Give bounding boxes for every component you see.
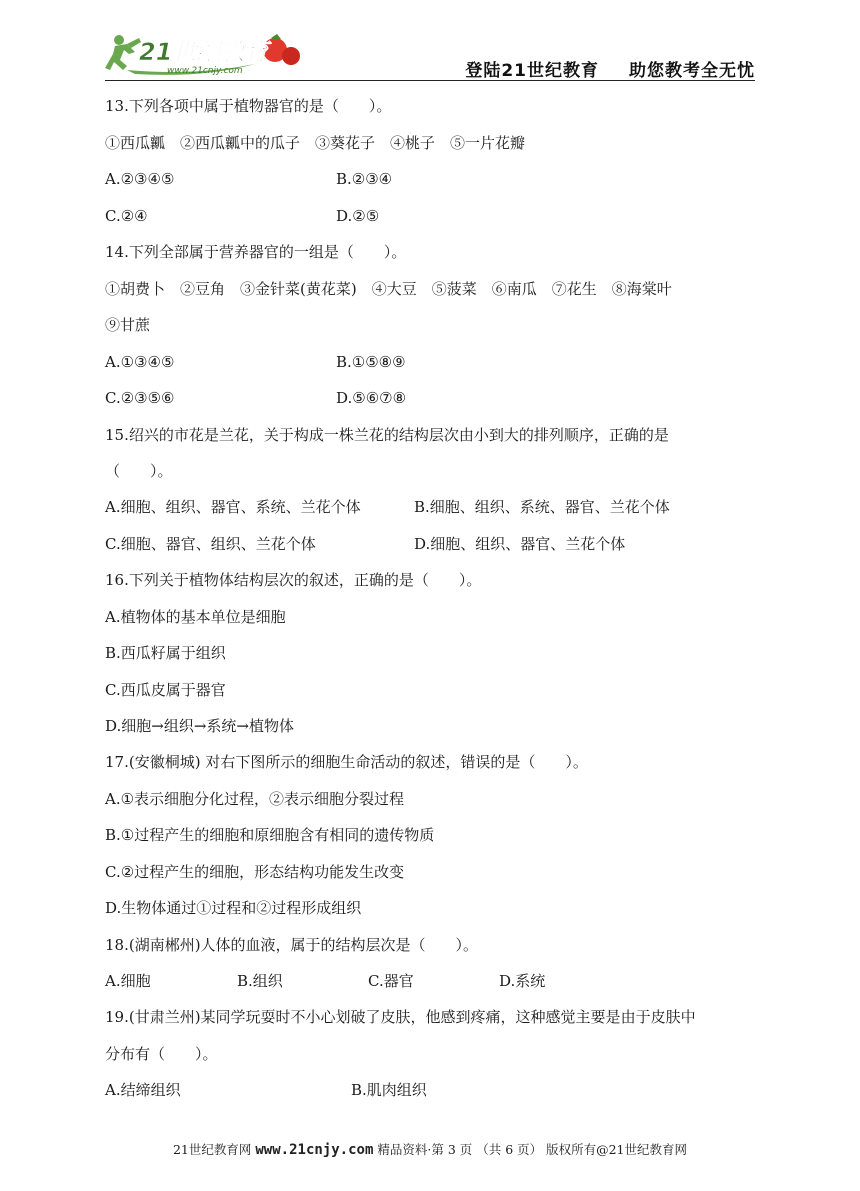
footer-site-name: 21世纪教育网: [172, 1142, 252, 1157]
q14-option-b: B.①⑤⑧⑨: [336, 353, 406, 371]
q15-option-d: D.细胞、组织、器官、兰花个体: [414, 535, 626, 553]
q13-option-d: D.②⑤: [336, 207, 380, 225]
slogan-login: 登陆21世纪教育: [465, 61, 599, 81]
q15-stem-line2: （ ）。: [105, 462, 173, 480]
running-figure-icon: [105, 35, 141, 70]
q18-stem: 18.(湖南郴州)人体的血液，属于的结构层次是（ ）。: [105, 936, 479, 954]
q18-option-b: B.组织: [237, 972, 283, 990]
q13-stem: 13.下列各项中属于植物器官的是（ ）。: [105, 97, 392, 115]
q17-option-d: D.生物体通过①过程和②过程形成组织: [105, 899, 362, 917]
q19-stem-line2: 分布有（ ）。: [105, 1045, 218, 1063]
q16-option-c: C.西瓜皮属于器官: [105, 681, 226, 699]
q13-option-c: C.②④: [105, 207, 148, 225]
q19-option-a: A.结缔组织: [105, 1081, 181, 1099]
q13-option-b: B.②③④: [336, 170, 393, 188]
q13-items: ①西瓜瓤 ②西瓜瓤中的瓜子 ③葵花子 ④桃子 ⑤一片花瓣: [105, 134, 526, 152]
q19-stem-line1: 19.(甘肃兰州)某同学玩耍时不小心划破了皮肤，他感到疼痛，这种感觉主要是由于皮肤中: [105, 1008, 696, 1026]
q17-option-c: C.②过程产生的细胞，形态结构功能发生改变: [105, 863, 405, 881]
footer-site-url[interactable]: www.21cnjy.com: [255, 1142, 374, 1158]
tomato-icon: [263, 34, 300, 65]
page-header: [105, 30, 755, 82]
q15-option-a: A.细胞、组织、器官、系统、兰花个体: [105, 498, 361, 516]
logo-text: 21世纪教育: [139, 38, 269, 66]
q16-option-d: D.细胞→组织→系统→植物体: [105, 717, 294, 735]
q16-option-a: A.植物体的基本单位是细胞: [105, 608, 286, 626]
slogan-tagline: 助您教考全无忧: [629, 61, 755, 81]
q18-option-d: D.系统: [499, 972, 546, 990]
q18-option-c: C.器官: [368, 972, 414, 990]
q17-stem: 17.(安徽桐城) 对右下图所示的细胞生命活动的叙述，错误的是（ ）。: [105, 753, 588, 771]
logo-url: www.21cnjy.com: [167, 66, 243, 76]
site-logo: [105, 30, 305, 80]
header-slogan: [465, 56, 755, 81]
q19-option-b: B.肌肉组织: [351, 1081, 427, 1099]
q18-option-a: A.细胞: [105, 972, 151, 990]
q14-stem: 14.下列全部属于营养器官的一组是（ ）。: [105, 243, 407, 261]
q14-option-d: D.⑤⑥⑦⑧: [336, 389, 407, 407]
q17-option-b: B.①过程产生的细胞和原细胞含有相同的遗传物质: [105, 826, 435, 844]
q16-option-b: B.西瓜籽属于组织: [105, 644, 226, 662]
footer-page-info: 精品资料·第 3 页 （共 6 页） 版权所有@21世纪教育网: [377, 1142, 688, 1157]
page-footer: [0, 1140, 860, 1158]
q15-stem-line1: 15.绍兴的市花是兰花，关于构成一株兰花的结构层次由小到大的排列顺序，正确的是: [105, 426, 669, 444]
q17-option-a: A.①表示细胞分化过程，②表示细胞分裂过程: [105, 790, 405, 808]
q14-items-line2: ⑨甘蔗: [105, 316, 151, 334]
q13-option-a: A.②③④⑤: [105, 170, 175, 188]
q15-option-c: C.细胞、器官、组织、兰花个体: [105, 535, 316, 553]
q16-stem: 16.下列关于植物体结构层次的叙述，正确的是（ ）。: [105, 571, 482, 589]
q15-option-b: B.细胞、组织、系统、器官、兰花个体: [414, 498, 670, 516]
header-divider: [105, 80, 755, 81]
q14-option-a: A.①③④⑤: [105, 353, 175, 371]
q14-option-c: C.②③⑤⑥: [105, 389, 175, 407]
q14-items-line1: ①胡费卜 ②豆角 ③金针菜(黄花菜) ④大豆 ⑤菠菜 ⑥南瓜 ⑦花生 ⑧海棠叶: [105, 280, 672, 298]
